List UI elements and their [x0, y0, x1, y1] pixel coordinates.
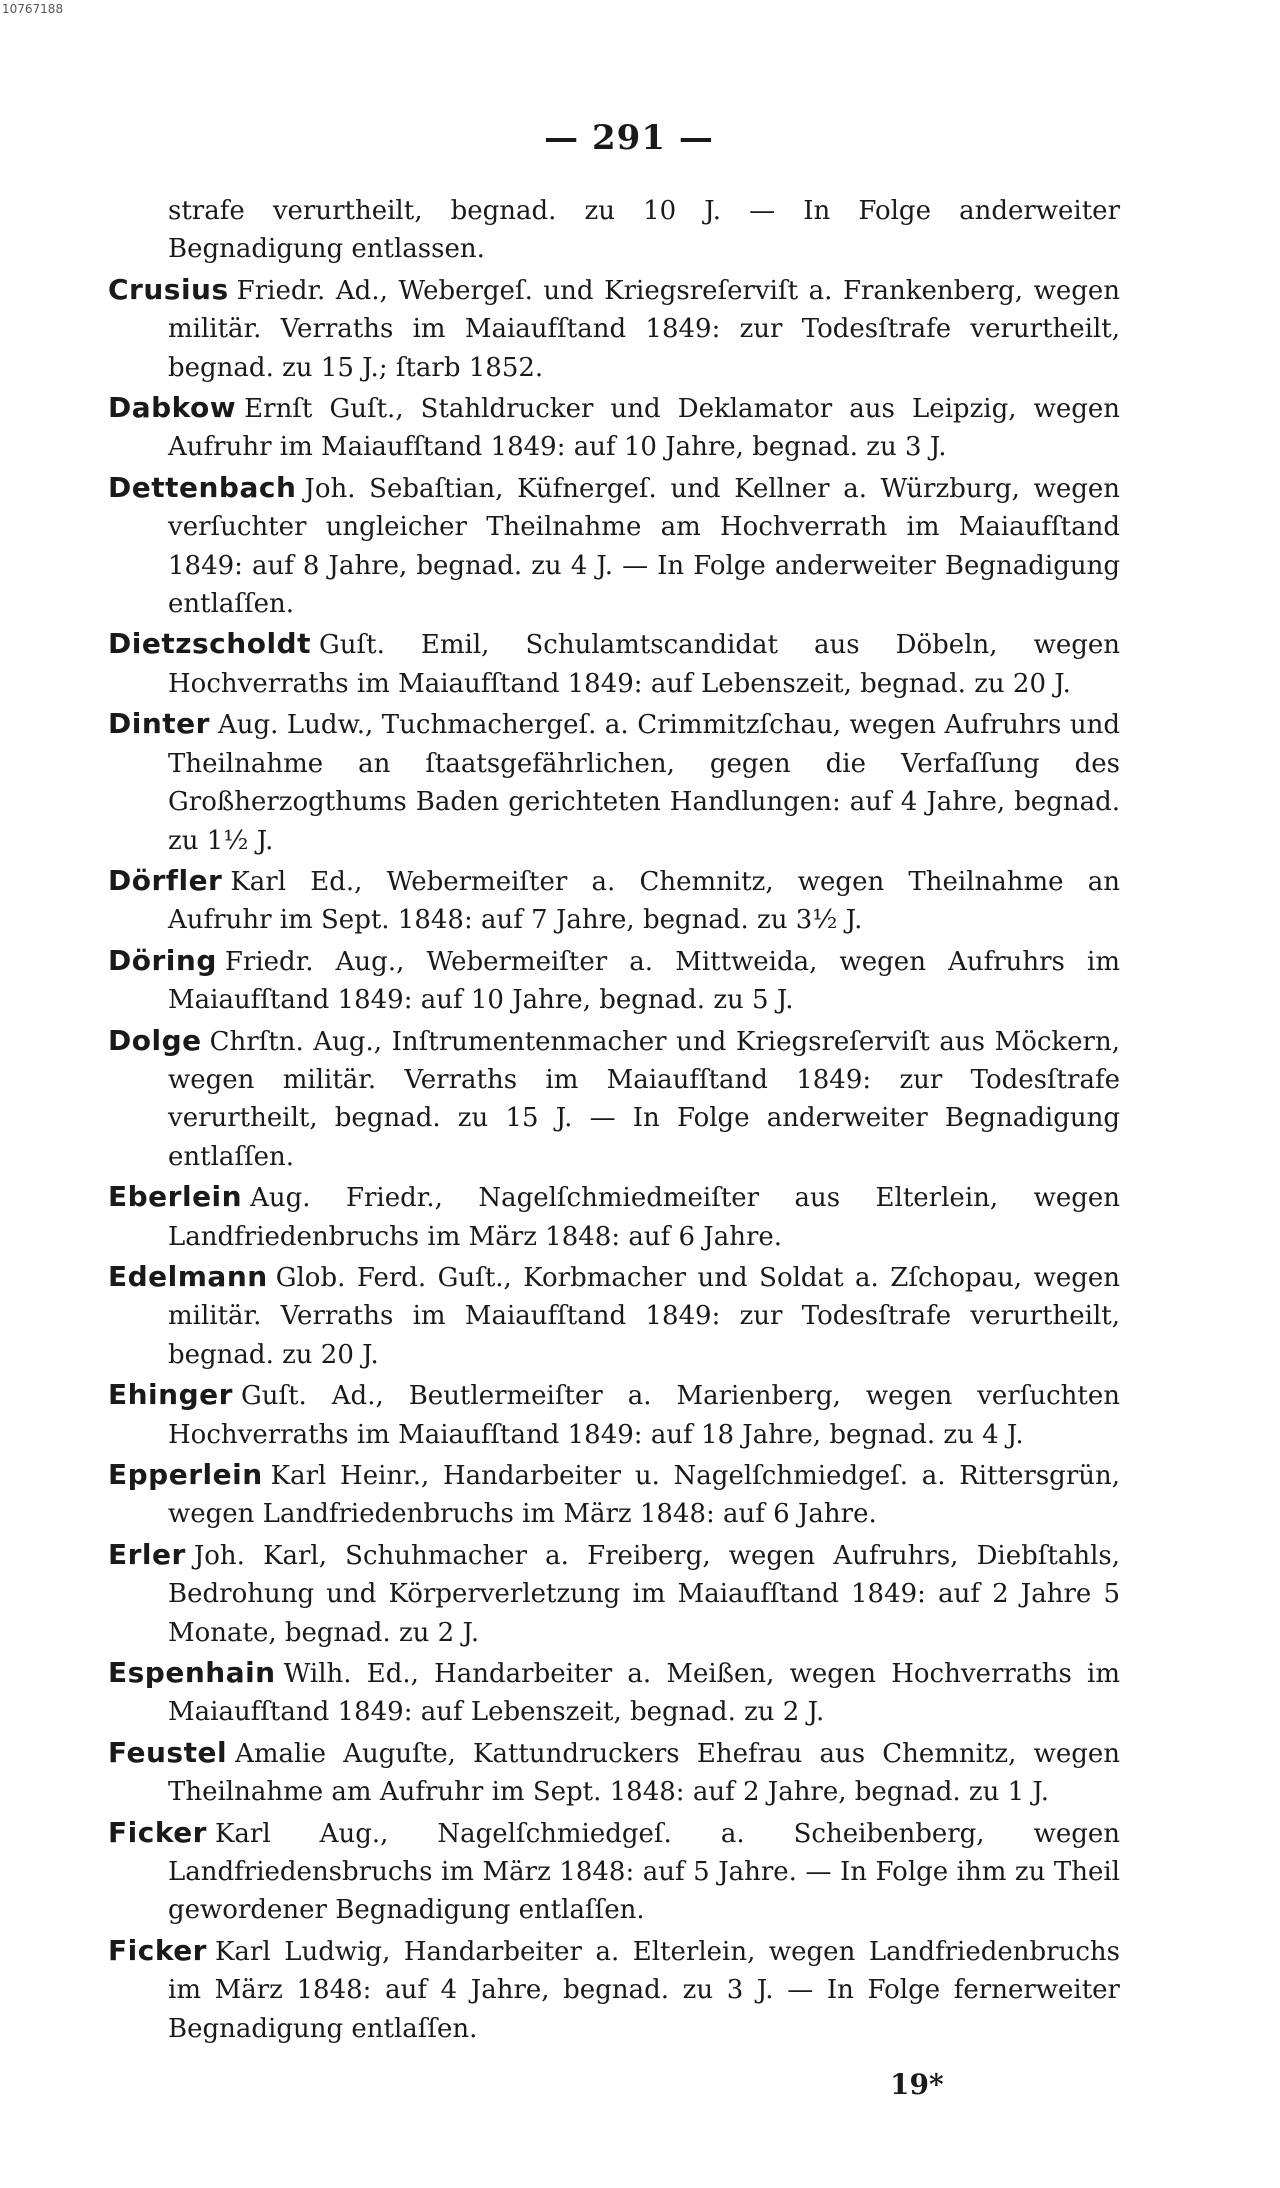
list-item: [108, 1456, 1120, 1534]
entry-name: Feustel: [108, 1735, 228, 1769]
entry-text: Ernſt Guſt., Stahldrucker und Deklamator aus Leipzig, wegen Aufruhr im Maiaufſtand 1849: auf 10 Jahre, begnad. zu 3 J.: [168, 394, 1120, 463]
list-item: [108, 625, 1120, 703]
entry-name: Dörfler: [108, 863, 223, 897]
entry-name: Ehinger: [108, 1378, 233, 1412]
entry-text: Wilh. Ed., Handarbeiter a. Meißen, wegen Hochverraths im Maiaufſtand 1849: auf Lebenszeit, begnad. zu 2 J.: [168, 1659, 1120, 1728]
entry-text: Karl Heinr., Handarbeiter u. Nagelſchmiedgeſ. a. Rittersgrün, wegen Landfriedenbruchs im März 1848: auf 6 Jahre.: [168, 1461, 1120, 1530]
list-item: [108, 271, 1120, 387]
list-item: [108, 1376, 1120, 1454]
list-item: [108, 389, 1120, 467]
list-item: [108, 1932, 1120, 2048]
entry-name: Dettenbach: [108, 470, 297, 504]
entry-text: Karl Aug., Nagelſchmiedgeſ. a. Scheibenberg, wegen Landfriedensbruchs im März 1848: auf 5 Jahre. — In Folge ihm zu Theil gewordener Begnadigung entlaſſen.: [168, 1818, 1120, 1926]
entry-list: [108, 192, 1120, 2048]
document-page: [108, 112, 1120, 2050]
entry-text: Friedr. Ad., Webergeſ. und Kriegsreſerviſt a. Frankenberg, wegen militär. Verraths im Maiaufſtand 1849: zur Todesſtrafe verurtheilt, begnad. zu 15 J.; ſtarb 1852.: [168, 275, 1120, 383]
signature-mark: 19*: [890, 2068, 944, 2101]
entry-text: Aug. Friedr., Nagelſchmiedmeiſter aus Elterlein, wegen Landfriedenbruchs im März 1848: auf 6 Jahre.: [168, 1183, 1120, 1252]
list-item: [108, 1734, 1120, 1812]
entry-text: Joh. Sebaſtian, Küfnergeſ. und Kellner a. Würzburg, wegen verſuchter ungleicher Theilnahme am Hochverrath im Maiaufſtand 1849: auf 8 Jahre, begnad. zu 4 J. — In Folge anderweiter Begnadigung entlaſſen.: [168, 473, 1120, 620]
entry-name: Crusius: [108, 272, 229, 306]
entry-name: Ficker: [108, 1815, 207, 1849]
entries-container: [108, 271, 1120, 2048]
entry-name: Dietzscholdt: [108, 627, 311, 661]
entry-text: Glob. Ferd. Guſt., Korbmacher und Soldat a. Zſchopau, wegen militär. Verraths im Maiaufſtand 1849: zur Todesſtrafe verurtheilt, begnad. zu 20 J.: [168, 1262, 1120, 1370]
entry-name: Döring: [108, 943, 217, 977]
entry-text: Karl Ed., Webermeiſter a. Chemnitz, wegen Theilnahme an Aufruhr im Sept. 1848: auf 7 Jahre, begnad. zu 3½ J.: [168, 866, 1120, 936]
entry-text: Guſt. Emil, Schulamtscandidat aus Döbeln, wegen Hochverraths im Maiaufſtand 1849: auf Lebenszeit, begnad. zu 20 J.: [168, 630, 1120, 699]
entry-text: Joh. Karl, Schuhmacher a. Freiberg, wegen Aufruhrs, Diebſtahls, Bedrohung und Körperverletzung im Maiaufſtand 1849: auf 2 Jahre 5 Monate, begnad. zu 2 J.: [168, 1540, 1120, 1648]
entry-text: Guſt. Ad., Beutlermeiſter a. Marienberg, wegen verſuchten Hochverraths im Maiaufſtand 1849: auf 18 Jahre, begnad. zu 4 J.: [168, 1381, 1120, 1450]
entry-name: Epperlein: [108, 1458, 263, 1491]
entry-name: Dinter: [108, 707, 210, 741]
list-item: [108, 1022, 1120, 1177]
entry-text: Chrſtn. Aug., Inſtrumentenmacher und Kriegsreſerviſt aus Möckern, wegen militär. Verraths im Maiaufſtand 1849: zur Todesſtrafe verurtheilt, begnad. zu 15 J. — In Folge anderweiter Begnadigung entlaſſen.: [168, 1026, 1120, 1172]
entry-text: Aug. Ludw., Tuchmachergeſ. a. Crimmitzſchau, wegen Aufruhrs und Theilnahme an ſtaatsgefährlichen, gegen die Verfaſſung des Großherzogthums Baden gerichteten Handlungen: auf 4 Jahre, begnad. zu 1½ J.: [168, 710, 1120, 856]
entry-name: Espenhain: [108, 1656, 276, 1690]
page-number: — 291 —: [544, 118, 714, 158]
list-item: [108, 1654, 1120, 1732]
list-item: [108, 1536, 1120, 1652]
continuation-text: strafe verurtheilt, begnad. zu 10 J. — In Folge anderweiter Begnadigung entlassen.: [168, 196, 1120, 265]
list-item: [108, 1178, 1120, 1256]
list-item: [108, 862, 1120, 940]
entry-name: Dabkow: [108, 391, 237, 425]
entry-name: Ficker: [108, 1933, 207, 1967]
list-item: [108, 942, 1120, 1020]
entry-text: Karl Ludwig, Handarbeiter a. Elterlein, wegen Landfriedenbruchs im März 1848: auf 4 Jahre, begnad. zu 3 J. — In Folge fernerweiter Begnadigung entlaſſen.: [168, 1936, 1120, 2044]
entry-name: Erler: [108, 1537, 186, 1571]
list-item: [108, 705, 1120, 860]
list-item: [108, 1814, 1120, 1930]
entry-name: Eberlein: [108, 1180, 243, 1214]
entry-text: Amalie Auguſte, Kattundruckers Ehefrau aus Chemnitz, wegen Theilnahme am Aufruhr im Sept. 1848: auf 2 Jahre, begnad. zu 1 J.: [168, 1738, 1120, 1808]
entry-name: Edelmann: [108, 1259, 268, 1293]
list-item: [108, 1258, 1120, 1374]
entry-text: Friedr. Aug., Webermeiſter a. Mittweida, wegen Aufruhrs im Maiaufſtand 1849: auf 10 Jahre, begnad. zu 5 J.: [168, 946, 1120, 1016]
entry-name: Dolge: [108, 1023, 202, 1057]
list-item: [108, 469, 1120, 624]
scan-id-label: 10767188: [2, 2, 64, 16]
